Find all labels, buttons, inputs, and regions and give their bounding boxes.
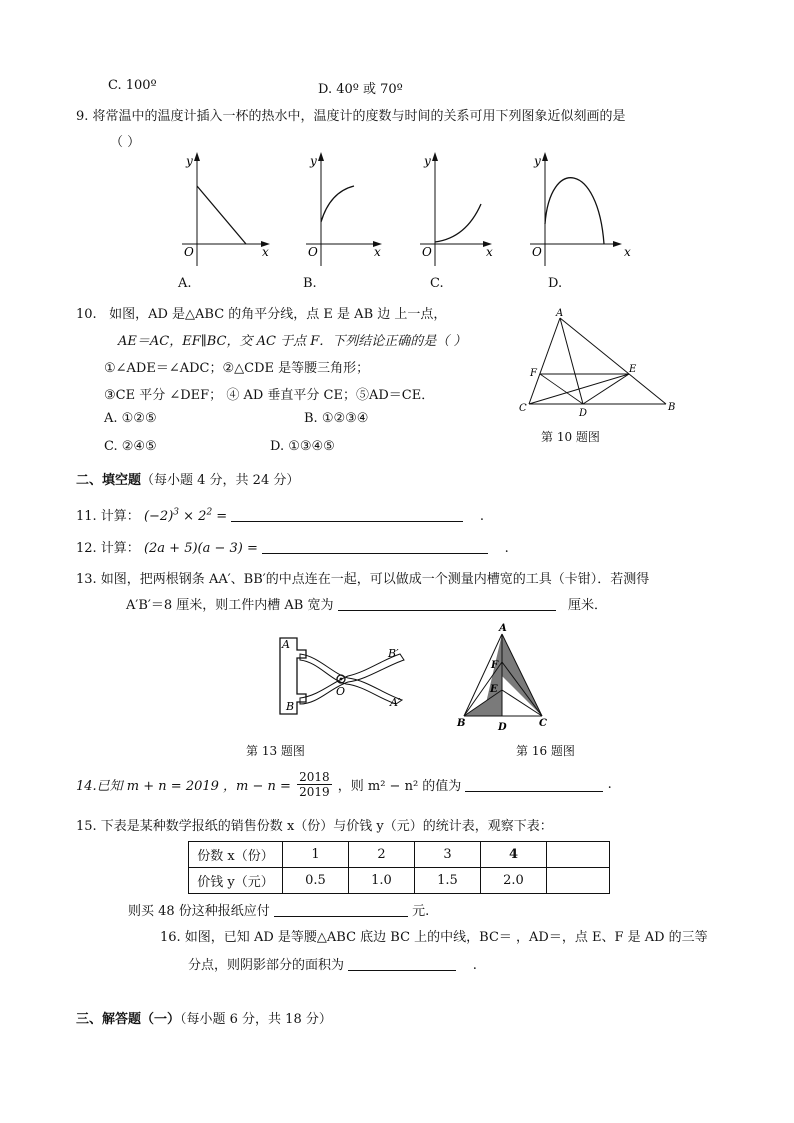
q13-point-o: O — [336, 685, 346, 698]
q9-graph-a — [178, 152, 278, 270]
q9-answer-paren: （ ） — [110, 135, 141, 150]
q12-answer-blank[interactable] — [262, 539, 488, 554]
q14-numerator: 2018 — [299, 770, 330, 784]
q15-row2-cell: 0.5 — [283, 868, 349, 894]
table-row — [189, 842, 610, 868]
q9-graph-c — [416, 152, 516, 270]
q12-expression: (2a + 5)(a − 3) = — [143, 541, 258, 556]
q15-row1-cell: 3 — [415, 842, 481, 868]
q16-point-e: E — [490, 684, 498, 695]
q15-row1-cell — [547, 842, 610, 868]
q13-answer-blank[interactable] — [338, 596, 556, 611]
q10-point-f: F — [530, 368, 537, 379]
q9-stem — [76, 105, 626, 124]
q10-line3: ①∠ADE＝∠ADC；②△CDE 是等腰三角形； — [104, 361, 370, 376]
section2-note: （每小题 4 分，共 24 分） — [141, 473, 300, 488]
q15-row2-cell — [547, 868, 610, 894]
q15-row1-cell: 2 — [349, 842, 415, 868]
q8-option-d: D. 40º 或 70º — [318, 82, 403, 97]
graph-b-y-label: y — [310, 154, 317, 168]
section2-heading — [76, 469, 299, 488]
section3-heading — [76, 1008, 332, 1027]
q9-stem-text: 将常温中的温度计插入一杯的热水中，温度计的度数与时间的关系可用下列图象近似刻画的是 — [92, 109, 626, 124]
q14-fraction — [297, 770, 332, 799]
q11-answer-blank[interactable] — [231, 507, 463, 522]
q15-answer-blank[interactable] — [274, 902, 408, 917]
q13-line1: 13. 如图，把两根钢条 AA′、BB′的中点连在一起，可以做成一个测量内槽宽的工具（卡钳）．若测得 — [76, 572, 650, 587]
q9-graph-b-label: B. — [303, 276, 317, 291]
q15-after — [128, 900, 429, 919]
q12-suffix: . — [504, 541, 509, 556]
q16-caption: 第 16 题图 — [516, 744, 575, 758]
q16-point-b: B — [457, 718, 466, 729]
table-row — [189, 868, 610, 894]
q13-point-b-prime: B′ — [388, 647, 399, 660]
q10-figure — [516, 308, 686, 420]
q13-line2-text: A′B′＝8 厘米，则工件内槽 AB 宽为 — [126, 598, 334, 613]
q10-point-c: C — [519, 403, 527, 414]
q10-point-d: D — [579, 408, 588, 419]
q10-line1-text: 如图，AD 是△ABC 的角平分线，点 E 是 AB 边 上一点， — [109, 307, 447, 322]
section3-title: 三、解答题（一） — [76, 1012, 181, 1027]
q15-after-unit: 元. — [412, 904, 430, 919]
q12 — [76, 537, 509, 556]
q13-caption: 第 13 题图 — [246, 744, 305, 758]
q15-row2-cell: 1.0 — [349, 868, 415, 894]
q16-point-f: F — [491, 660, 499, 671]
q9-graph-d-label: D. — [548, 276, 563, 291]
q10-line2: AE＝AC，EF∥BC，交 AC 于点 F．下列结论正确的是（ ） — [118, 334, 467, 349]
q9-number: 9. — [76, 109, 89, 124]
q13-line2 — [126, 594, 607, 613]
q15-row1-cell: 4 — [481, 842, 547, 868]
q10-line1 — [76, 303, 446, 322]
graph-c-origin: O — [422, 245, 432, 259]
graph-b-origin: O — [308, 245, 318, 259]
q12-prefix: 12. 计算： — [76, 541, 140, 556]
q16-suffix: . — [472, 958, 477, 973]
q10-option-c: C. ②④⑤ — [104, 439, 157, 454]
q9-graph-b — [302, 152, 402, 270]
graph-a-curve — [197, 186, 246, 244]
q16-line2 — [188, 954, 477, 973]
q13-point-b: B — [286, 700, 295, 713]
graph-d-y-label: y — [534, 154, 541, 168]
q15-stem: 15. 下表是某种数学报纸的销售份数 x（份）与价钱 y（元）的统计表，观察下表： — [76, 819, 553, 834]
q9-graph-d — [526, 152, 636, 270]
q10-number: 10. — [76, 307, 97, 322]
q15-table — [188, 841, 610, 894]
q14-mid: ，则 m² − n² 的值为 — [337, 779, 462, 794]
q13-point-a: A — [282, 638, 290, 651]
q14-suffix: . — [607, 777, 612, 792]
q15-row2-label: 价钱 y（元） — [189, 868, 283, 894]
graph-c-curve — [435, 204, 481, 242]
q11-suffix: . — [479, 509, 485, 524]
q14-answer-blank[interactable] — [465, 777, 603, 792]
q16-answer-blank[interactable] — [348, 956, 456, 971]
q13-line2-unit: 厘米． — [568, 598, 608, 613]
graph-a-origin: O — [184, 245, 194, 259]
q15-row1-cell: 1 — [283, 842, 349, 868]
graph-c-y-label: y — [424, 154, 431, 168]
graph-b-curve — [321, 186, 354, 222]
q15-row2-cell: 1.5 — [415, 868, 481, 894]
q9-graph-c-label: C. — [430, 276, 444, 291]
q16-point-c: C — [539, 718, 547, 729]
q10-option-d: D. ①③④⑤ — [270, 439, 335, 454]
q14 — [76, 770, 612, 810]
q11-prefix: 11. 计算： — [76, 509, 140, 524]
q10-line4: ③CE 平分 ∠DEF； ④ AD 垂直平分 CE；⑤AD＝CE． — [104, 388, 435, 403]
q16-line2-text: 分点，则阴影部分的面积为 — [188, 958, 345, 973]
graph-a-y-label: y — [186, 154, 193, 168]
q16-figure — [456, 620, 562, 734]
q13-point-a-prime: A′ — [390, 696, 401, 709]
q10-caption: 第 10 题图 — [541, 430, 600, 444]
q10-option-a: A. ①②⑤ — [104, 411, 157, 426]
q11 — [76, 505, 484, 524]
graph-b-x-label: x — [374, 245, 381, 259]
graph-d-origin: O — [532, 245, 542, 259]
q16-point-a: A — [499, 623, 507, 634]
q11-expression: $(-2)^3 \times 2^2$ = — [143, 507, 228, 524]
graph-d-curve — [545, 178, 604, 244]
q13-figure — [278, 634, 413, 718]
q8-option-c: C. 100º — [108, 78, 157, 93]
section3-note: （每小题 6 分，共 18 分） — [180, 1012, 332, 1027]
q16-point-d: D — [498, 722, 507, 733]
graph-a-x-label: x — [262, 245, 269, 259]
q14-denominator: 2019 — [299, 785, 330, 799]
q10-option-b: B. ①②③④ — [304, 411, 369, 426]
q15-after-text: 则买 48 份这种报纸应付 — [128, 904, 270, 919]
graph-d-x-label: x — [624, 245, 631, 259]
graph-c-x-label: x — [486, 245, 493, 259]
section2-title: 二、填空题 — [76, 473, 142, 488]
q14-prefix: 14.已知 m + n = 2019 ，m − n = — [76, 779, 291, 794]
q15-row1-label: 份数 x（份） — [189, 842, 283, 868]
q10-point-e: E — [629, 364, 637, 375]
q15-row2-cell: 2.0 — [481, 868, 547, 894]
q9-graph-a-label: A. — [178, 276, 192, 291]
q16-line1: 16. 如图，已知 AD 是等腰△ABC 底边 BC 上的中线，BC＝ ，AD＝，点 E、F 是 AD 的三等 — [160, 930, 708, 945]
q10-point-a: A — [556, 308, 564, 319]
q10-point-b: B — [668, 402, 676, 413]
